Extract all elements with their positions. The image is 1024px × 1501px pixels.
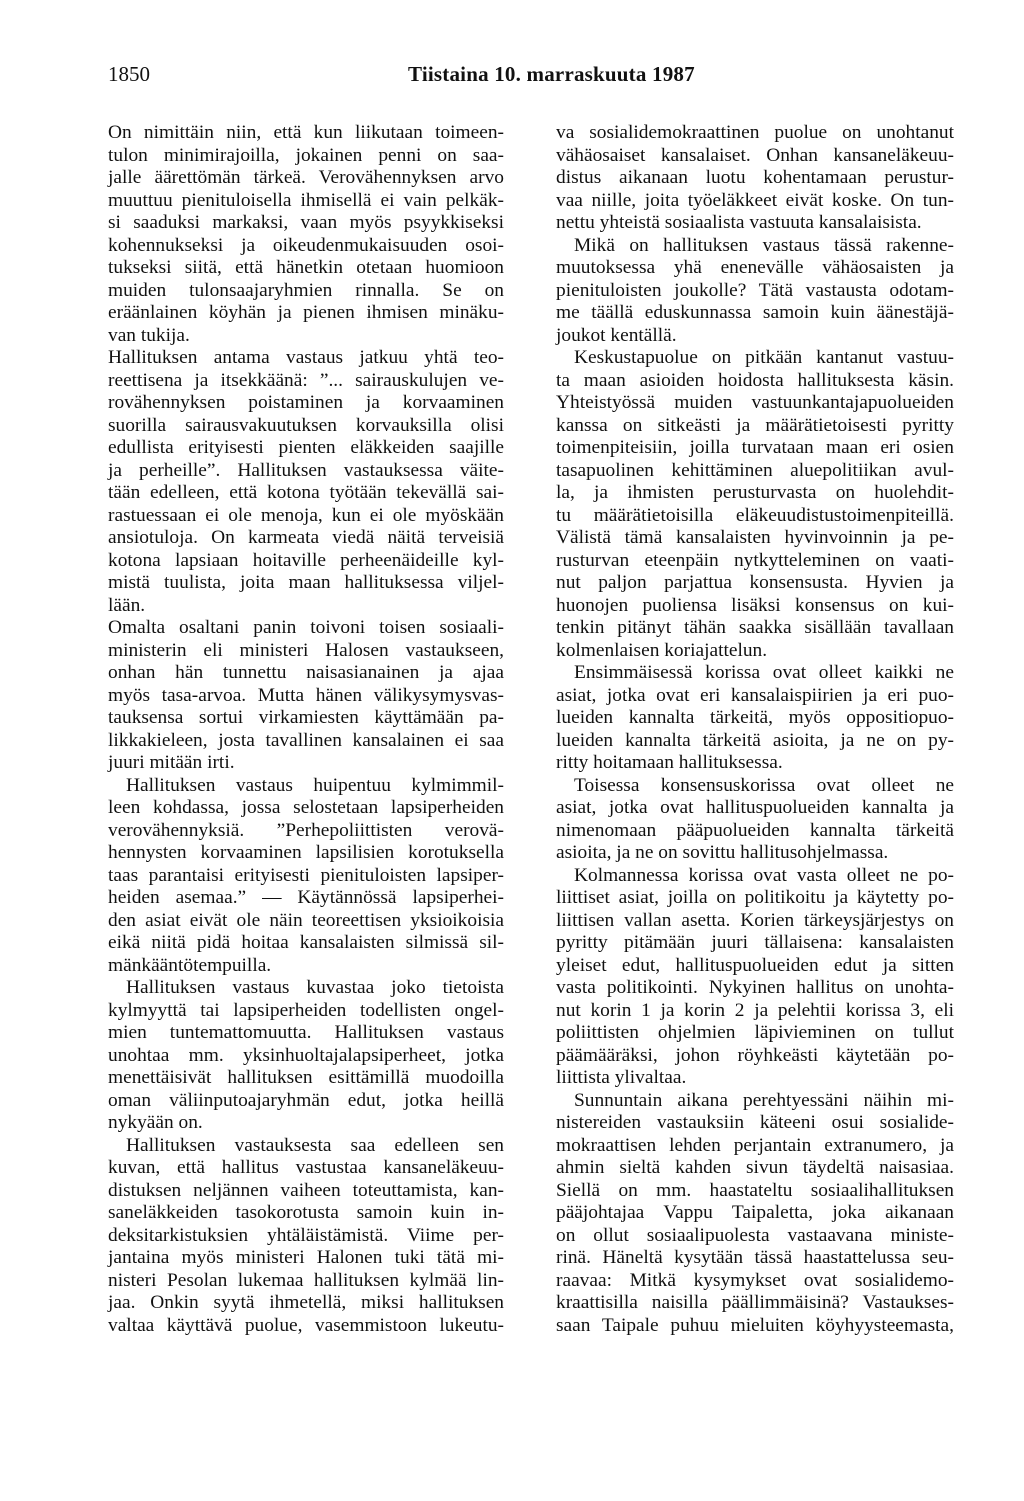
text-line: mokraattisen lehden perjantain extranumero, ja xyxy=(556,1134,954,1156)
text-line: menettäisivät hallituksen esittämillä muodoilla xyxy=(108,1067,504,1088)
text-line: hennysten korvaaminen lapsilisien korotuksella xyxy=(108,842,504,863)
text-line: Toisessa konsensuskorissa ovat olleet ne xyxy=(574,774,954,796)
text-line: va sosialidemokraattinen puolue on unohtanut xyxy=(556,122,954,143)
text-line: heiden asemaa.” — Käytännössä lapsiperhei- xyxy=(108,887,504,908)
text-line: yleiset edut, hallituspuolueiden edut ja sitten xyxy=(556,954,954,976)
text-line: lään. xyxy=(108,594,146,616)
text-line: distuksen neljännen vaiheen toteuttamista, kan- xyxy=(108,1179,504,1201)
text-line: vähäosaiset kansalaiset. Onhan kansaneläkeuu- xyxy=(556,144,954,166)
text-line: ta maan asioiden hoidosta hallituksesta käsin. xyxy=(556,369,954,391)
text-line: tenkin pitänyt tähän saakka sisällään tavallaan xyxy=(556,617,954,638)
text-line: eräänlainen köyhän ja pienen ihmisen minäku- xyxy=(108,302,504,323)
text-line: tasapuolinen kehittäminen aluepolitiikan avul- xyxy=(556,459,954,481)
text-line: nistereiden vastauksiin käteeni osui sosialide- xyxy=(556,1112,954,1133)
text-line: huonojen puoliensa lisäksi konsensus on kui- xyxy=(556,594,954,616)
text-line: muutoksessa yhä enenevälle vähäosaisten ja xyxy=(556,257,954,278)
text-line: rovähennyksen poistaminen ja korvaaminen xyxy=(108,392,504,413)
text-line: Hallituksen vastaus kuvastaa joko tietoista xyxy=(126,977,504,998)
text-line: taas parantaisi erityisesti pienituloisten lapsiper- xyxy=(108,864,504,886)
text-line: distus aikanaan luotu kohentamaan perustur- xyxy=(556,167,954,188)
text-line: päämääräksi, johon röyhkeästi käytetään po- xyxy=(556,1044,954,1066)
text-line: rusturvan eteenpäin nytkyttelеminen on vaati- xyxy=(556,549,954,571)
text-line: mien tuntemattomuutta. Hallituksen vastaus xyxy=(108,1022,504,1043)
text-line: lueiden kannalta tärkeitä, myös oppositiopuo- xyxy=(556,707,954,728)
text-line: oman väliinputoajaryhmän edut, jotka heillä xyxy=(108,1089,504,1111)
text-line: Välistä tämä kansalaisten hyvinvoinnin ja pe- xyxy=(556,527,954,548)
text-line: mistä tuulista, joita maan hallituksessa viljel- xyxy=(108,572,504,593)
text-line: joukot kentällä. xyxy=(556,324,677,346)
text-line: muuttuu pienituloisella ihmisellä ei vain pelkäk- xyxy=(108,189,504,211)
left-text-column xyxy=(108,122,504,1337)
text-line: rinä. Häneltä kysytään tässä haastattelussa seu- xyxy=(556,1247,954,1268)
text-line: nut korin 1 ja korin 2 ja pelehtii korissa 3, eli xyxy=(556,999,954,1021)
text-line: asiat, jotka ovat eri kansalaispiirien ja eri puo- xyxy=(556,684,954,706)
text-line: liittista ylivaltaa. xyxy=(556,1067,687,1088)
text-line: rastuessaan ei ole menoja, kun ei ole myöskään xyxy=(108,504,504,526)
text-line: ja perheille”. Hallituksen vastauksessa väite- xyxy=(108,459,504,481)
text-line: Kolmannessa korissa ovat vasta olleet ne po- xyxy=(574,864,954,886)
text-line: poliittisten ohjelmien läpivieminen on tullut xyxy=(556,1022,954,1043)
text-line: me täällä eduskunnassa samoin kuin äänestäjä- xyxy=(556,302,954,323)
text-line: eikä niitä pidä hoitaa kansalaisten silmissä sil- xyxy=(108,932,504,953)
page-number: 1850 xyxy=(108,62,150,86)
text-line: lueiden kannalta tärkeitä asioita, ja ne on py- xyxy=(556,729,954,751)
text-line: Siellä on mm. haastateltu sosiaalihallituksen xyxy=(556,1179,954,1201)
text-line: kuvan, että hallitus vastustaa kansaneläkeuu- xyxy=(108,1157,504,1178)
text-line: nisteri Pesolan lukemaa hallituksen kylmää lin- xyxy=(108,1269,504,1291)
text-line: nut paljon parjattua konsensusta. Hyvien ja xyxy=(556,572,954,593)
text-line: Sunnuntain aikana perehtyessäni näihin mi- xyxy=(574,1089,954,1111)
text-line: tu määrätietoisilla eläkeuudistustoimenpiteillä. xyxy=(556,504,954,526)
text-line: tulon minimirajoilla, jokainen penni on saa- xyxy=(108,144,504,166)
text-line: unohtaa mm. yksinhuoltajalapsiperheet, jotka xyxy=(108,1044,504,1066)
text-line: ministerin eli ministeri Halosen vastaukseen, xyxy=(108,639,504,661)
text-line: tauksensa sortui virkamiesten käyttämään pa- xyxy=(108,707,504,728)
text-line: asioita, ja ne on sovittu hallitusohjelmassa. xyxy=(556,842,889,863)
text-line: Ensimmäisessä korissa ovat olleet kaikki ne xyxy=(574,662,954,683)
text-line: jantaina myös ministeri Halonen tuki tätä mi- xyxy=(108,1247,504,1268)
text-line: tään edelleen, että kotona työtään tekevällä sai- xyxy=(108,482,504,503)
text-line: raavaa: Mitkä kysymykset ovat sosialidemo- xyxy=(556,1269,954,1291)
text-line: si saaduksi markaksi, vaan myös psyykkiseksi xyxy=(108,212,504,233)
text-line: kraattisilla naisilla päällimmäisinä? Vastaukses- xyxy=(556,1292,954,1313)
text-line: pienituloisten joukolle? Tätä vastausta odotam- xyxy=(556,279,954,301)
text-line: leen kohdassa, jossa selostetaan lapsiperheiden xyxy=(108,797,504,818)
text-line: likkakieleen, josta tavallinen kansalainen ei saa xyxy=(108,729,504,751)
text-line: toimenpiteisiin, joilla turvataan maan eri osien xyxy=(556,437,954,458)
page-header xyxy=(0,62,1024,92)
text-line: liittisen vallan asetta. Korien tärkeysjärjestys on xyxy=(556,909,954,931)
text-line: kotona lapsiaan hoitaville perheenäideille kyl- xyxy=(108,549,504,571)
dateline: Tiistaina 10. marraskuuta 1987 xyxy=(408,62,695,86)
text-line: Omalta osaltani panin toivoni toisen sosiaali- xyxy=(108,617,504,638)
text-line: tukseksi siitä, että hänetkin otetaan huomioon xyxy=(108,257,504,278)
text-line: jaa. Onkin syytä ihmetellä, miksi hallituksen xyxy=(108,1292,504,1313)
text-line: nimenomaan pääpuolueiden kannalta tärkeitä xyxy=(556,819,954,841)
text-line: saan Taipale puhuu mieluiten köyhyysteemasta, xyxy=(556,1314,954,1336)
text-line: nettu yhteistä sosiaalista vastuuta kansalaisista. xyxy=(556,212,922,233)
text-line: pääjohtajaa Vappu Taipaletta, joka aikanaan xyxy=(556,1202,954,1223)
text-line: Yhteistyössä muiden vastuunkantajapuolueiden xyxy=(556,392,954,413)
text-line: on ollut sosiaalipuolesta vastaavana ministe- xyxy=(556,1224,954,1246)
text-line: ritty hoitamaan hallituksessa. xyxy=(556,752,783,773)
text-line: vasta politikointi. Nykyinen hallitus on unohta- xyxy=(556,977,954,998)
text-line: On nimittäin niin, että kun liikutaan toimeen- xyxy=(108,122,504,143)
right-text-column xyxy=(556,122,954,1337)
text-line: vaa niille, joita työeläkkeet eivät koske. On tun- xyxy=(556,189,954,211)
text-line: edullista erityisesti pienten eläkkeiden saajille xyxy=(108,437,504,458)
text-line: kylmyyttä tai lapsiperheiden todellisten ongel- xyxy=(108,999,504,1021)
text-line: Hallituksen antama vastaus jatkuu yhtä teo- xyxy=(108,347,504,368)
text-line: ahmin sieltä kahden sivun täydeltä naisasiaa. xyxy=(556,1157,954,1178)
text-line: liittiset asiat, joilla on politikoitu ja käytetty po- xyxy=(556,887,954,908)
text-line: den asiat eivät ole näin teoreettisen yksioikoisia xyxy=(108,909,504,931)
text-line: Hallituksen vastaus huipentuu kylmimmil- xyxy=(126,774,504,796)
text-line: asiat, jotka ovat hallituspuolueiden kannalta ja xyxy=(556,797,954,818)
text-line: Keskustapuolue on pitkään kantanut vastuu- xyxy=(574,347,954,368)
text-line: muiden tulonsaajaryhmien rinnalla. Se on xyxy=(108,279,504,301)
text-line: pyritty pitämään juuri tällaisena: kansalaisten xyxy=(556,932,954,953)
text-line: kolmenlaisen koriajattelun. xyxy=(556,639,768,661)
text-line: Mikä on hallituksen vastaus tässä rakenne- xyxy=(574,234,954,256)
text-line: onhan hän tunnettu naisasianainen ja ajaa xyxy=(108,662,504,683)
text-line: van tukija. xyxy=(108,324,190,346)
text-line: verovähennyksiä. ”Perhepoliittisten verovä- xyxy=(108,819,504,841)
text-line: ansiotuloja. On karmeata viedä näitä terveisiä xyxy=(108,527,504,548)
text-line: nykyään on. xyxy=(108,1112,203,1133)
text-line: myös tasa-arvoa. Mutta hänen välikysymysvas- xyxy=(108,684,504,706)
text-line: juuri mitään irti. xyxy=(108,752,235,773)
text-line: kanssa on sitkeästi ja määrätietoisesti pyritty xyxy=(556,414,954,436)
text-line: Hallituksen vastauksesta saa edelleen sen xyxy=(126,1134,504,1156)
text-line: la, ja ihmisten perusturvasta on huolehdit- xyxy=(556,482,954,503)
text-line: saneläkkeiden tasokorotusta samoin kuin in- xyxy=(108,1202,504,1223)
text-line: kohennukseksi ja oikeudenmukaisuuden osoi- xyxy=(108,234,504,256)
text-line: suorilla sairausvakuutuksen korvauksilla olisi xyxy=(108,414,504,436)
text-line: valtaa käyttävä puolue, vasemmistoon lukeutu- xyxy=(108,1314,504,1336)
text-line: deksitarkistuksien yhtäläistämistä. Viime per- xyxy=(108,1224,504,1246)
text-line: reettisena ja itsekkäänä: ”... sairauskulujen ve- xyxy=(108,369,504,391)
text-line: jalle äärettömän tärkeä. Verovähennyksen arvo xyxy=(108,167,504,188)
text-line: mänkääntötempuilla. xyxy=(108,954,272,976)
